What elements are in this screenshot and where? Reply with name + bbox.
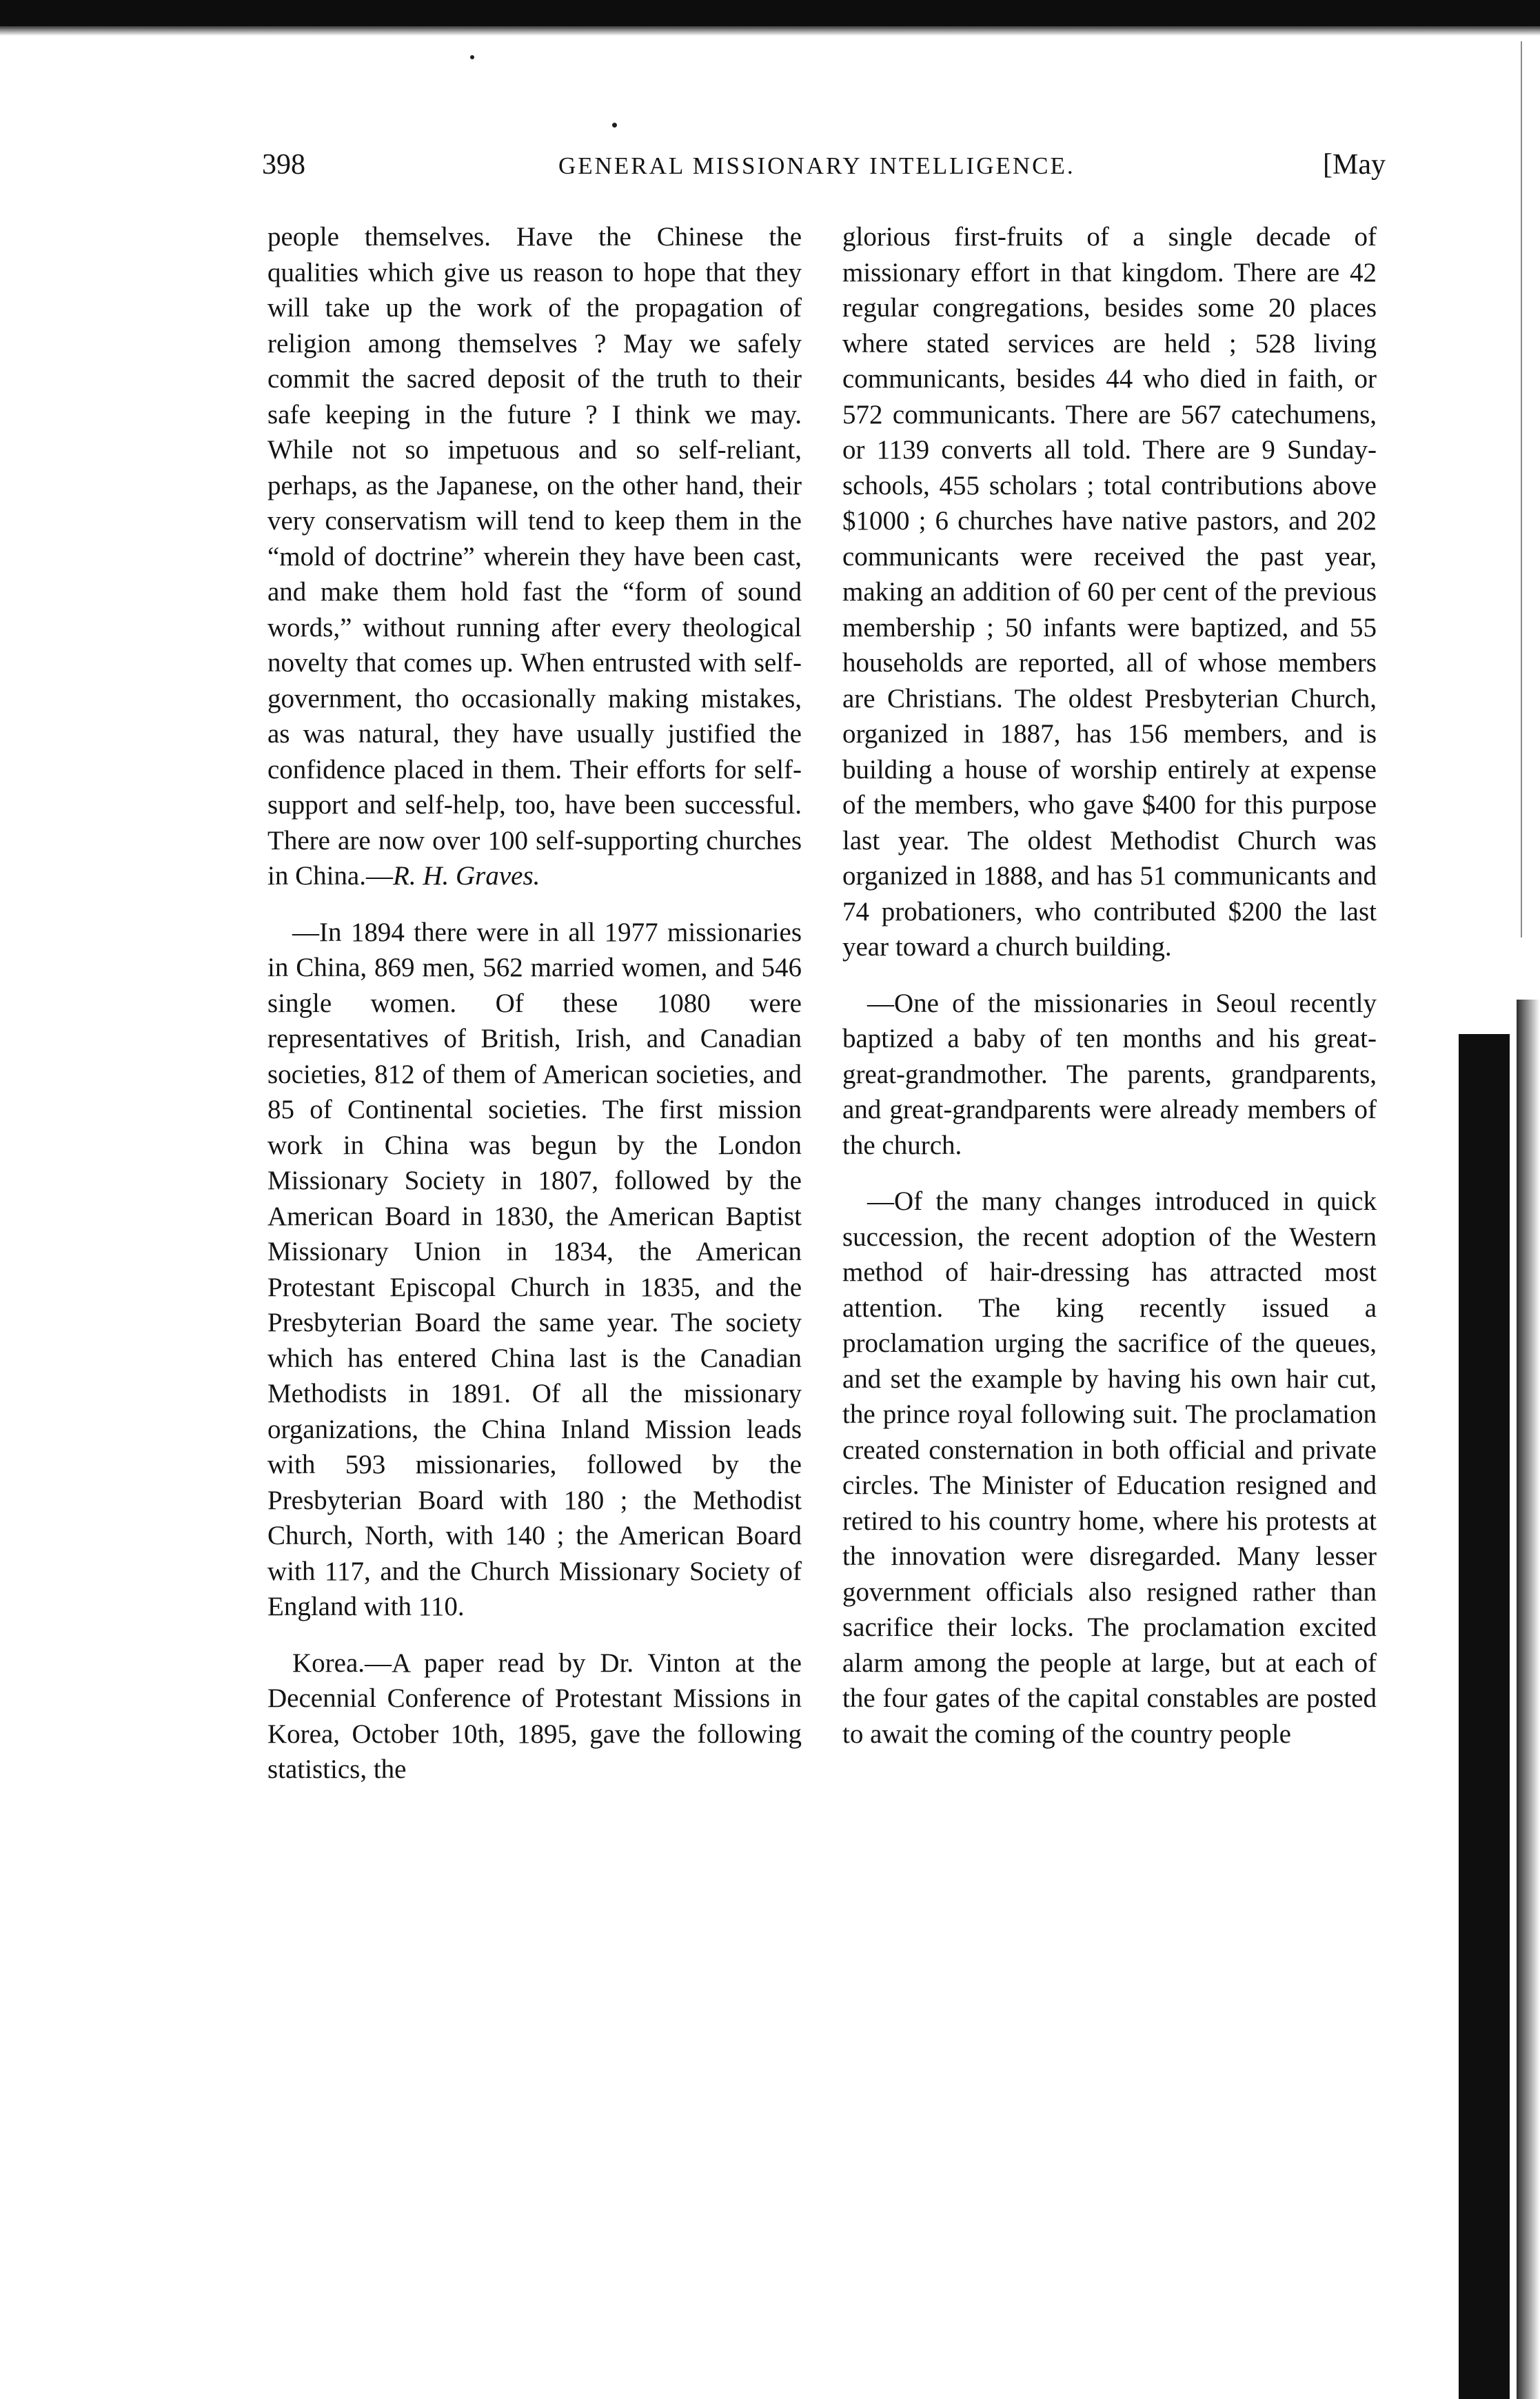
page-number: 398 [262,149,305,181]
running-title: GENERAL MISSIONARY INTELLIGENCE. [558,152,1075,179]
paragraph: —In 1894 there were in all 1977 missionaries in China, 869 men, 562 married women, and 546 single women. Of these 1080 were representatives of British, Irish, and Canadian societies, 812 of them of American societies, and 85 of Continental societies. The first mission work in China was begun by the London Missionary Society in 1807, followed by the American Board in 1830, the American Baptist Missionary Union in 1834, the American Protestant Episcopal Church in 1835, and the Presbyterian Board the same year. The society which has entered China last is the Canadian Methodists in 1891. Of all the missionary organizations, the China Inland Mission leads with 593 missionaries, followed by the Presbyterian Board with 180 ; the Methodist Church, North, with 140 ; the American Board with 117, and the Church Missionary Society of England with 110. [267,917,802,1621]
scan-edge-fade [1517,1000,1540,2399]
scan-edge-shadow [1459,1034,1510,2399]
scan-edge-line [1521,41,1522,938]
author-signature: R. H. Graves. [393,861,540,891]
paragraph: —One of the missionaries in Seoul recently baptized a baby of ten months and his great-great-grandmother. The parents, grandparents, and great-grandparents were already members of the church. [842,988,1377,1160]
paragraph: Korea.—A paper read by Dr. Vinton at the Decennial Conference of Protestant Missions in Korea, October 10th, 1895, gave the following statistics, the [267,1648,802,1784]
top-scan-border [0,0,1540,26]
running-head [262,148,1386,190]
running-month: [May [1323,149,1386,181]
scan-speck [470,55,474,59]
right-column [842,219,1377,1752]
top-scan-shadow [0,26,1540,36]
paragraph: glorious first-fruits of a single decade of missionary effort in that kingdom. There are 42 regular congregations, besides some 20 places where stated services are held ; 528 living communicants, besides 44 who died in faith, or 572 communicants. There are 567 catechumens, or 1139 converts all told. There are 9 Sunday-schools, 455 scholars ; total contributions above $1000 ; 6 churches have native pastors, and 202 communicants were received the past year, making an addition of 60 per cent of the previous membership ; 50 infants were baptized, and 55 households are reported, all of whose members are Christians. The oldest Presbyterian Church, organized in 1887, has 156 members, and is building a house of worship entirely at expense of the members, who gave $400 for this purpose last year. The oldest Methodist Church was organized in 1888, and has 51 communicants and 74 probationers, who contributed $200 the last year toward a church building. [842,222,1377,962]
scan-speck [612,123,617,128]
paragraph [267,219,802,894]
left-column [267,219,802,1788]
paragraph-text: people themselves. Have the Chinese the qualities which give us reason to hope that they will take up the work of the propagation of religion among themselves ? May we safely commit the sacred deposit of the truth to their safe keeping in the future ? I think we may. While not so impetuous and so self-reliant, perhaps, as the Japanese, on the other hand, their very conservatism will tend to keep them in the “mold of doctrine” wherein they have been cast, and make them hold fast the “form of sound words,” without running after every theological novelty that comes up. When entrusted with self-government, tho occasionally making mistakes, as was natural, they have usually justified the confidence placed in them. Their efforts for self-support and self-help, too, have been successful. There are now over 100 self-supporting churches in China.— [267,222,802,891]
paragraph: —Of the many changes introduced in quick succession, the recent adoption of the Western method of hair-dressing has attracted most attention. The king recently issued a proclamation urging the sacrifice of the queues, and set the example by having his own hair cut, the prince royal following suit. The proclamation created consternation in both official and private circles. The Minister of Education resigned and retired to his country home, where his protests at the innovation were disregarded. Many lesser government officials also resigned rather than sacrifice their locks. The proclamation excited alarm among the people at large, but at each of the four gates of the capital constables are posted to await the coming of the country people [842,1186,1377,1749]
